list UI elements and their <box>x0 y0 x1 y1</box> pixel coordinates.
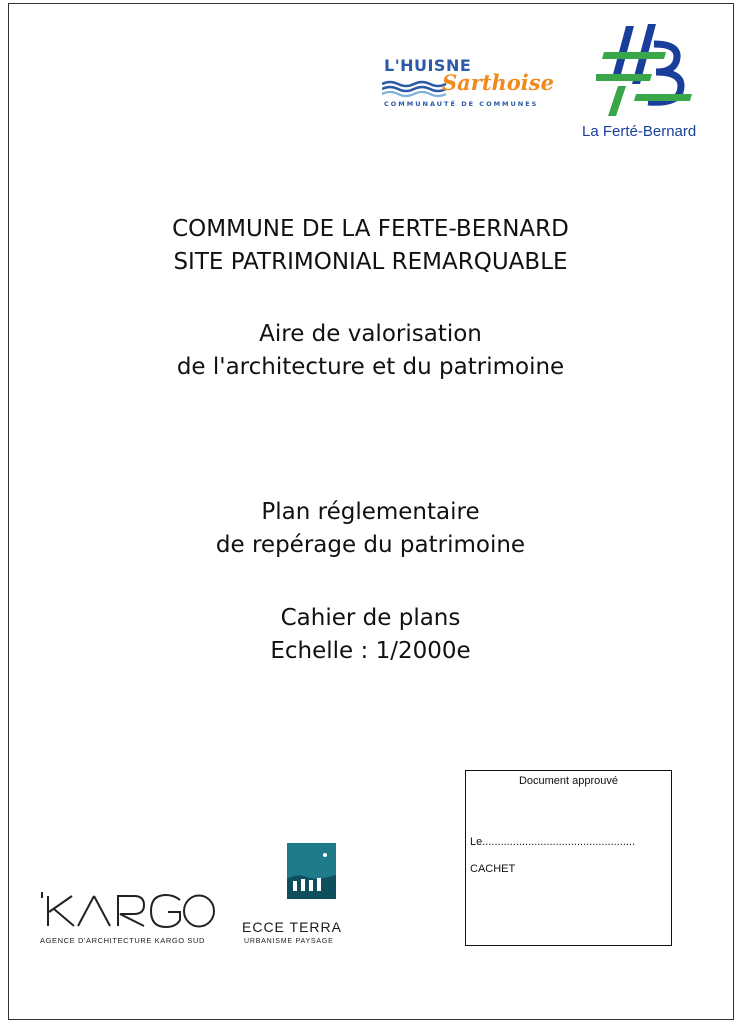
kargo-wordmark <box>38 890 218 930</box>
title-block <box>0 213 741 279</box>
title-line2: SITE PATRIMONIAL REMARQUABLE <box>173 249 568 275</box>
scale-block <box>0 602 741 668</box>
huisne-logo-line1: L'HUISNE <box>384 56 472 75</box>
approval-title: Document approuvé <box>518 775 619 787</box>
ferte-bernard-emblem-icon <box>596 22 692 118</box>
scale-line1: Cahier de plans <box>280 605 461 631</box>
subtitle-line2: de l'architecture et du patrimoine <box>176 354 565 380</box>
approval-date-line: Le.................................................. <box>470 836 636 848</box>
ecce-terra-subtitle: URBANISME PAYSAGE <box>244 938 334 945</box>
ecce-terra-wordmark: ECCE TERRA <box>242 919 342 935</box>
approval-box <box>465 770 672 946</box>
huisne-logo-line2: Sarthoise <box>442 70 554 95</box>
plan-block <box>0 496 741 562</box>
subtitle-block <box>0 318 741 384</box>
title-line1: COMMUNE DE LA FERTE-BERNARD <box>172 216 569 242</box>
scale-line2: Echelle : 1/2000e <box>270 638 471 664</box>
huisne-sarthoise-logo <box>382 56 554 114</box>
huisne-logo-subtitle: COMMUNAUTÉ DE COMMUNES <box>384 100 539 108</box>
plan-line1: Plan réglementaire <box>261 499 480 525</box>
approval-stamp-label: CACHET <box>470 863 516 875</box>
ecce-terra-logo <box>240 843 340 953</box>
ferte-bernard-logo <box>582 22 710 144</box>
plan-line2: de repérage du patrimoine <box>215 532 526 558</box>
ecce-terra-emblem-icon <box>287 843 336 899</box>
kargo-subtitle: AGENCE D'ARCHITECTURE KARGO SUD <box>40 936 206 945</box>
subtitle-line1: Aire de valorisation <box>259 321 482 347</box>
ferte-bernard-logo-name: La Ferté-Bernard <box>582 123 697 140</box>
kargo-logo <box>38 890 220 950</box>
